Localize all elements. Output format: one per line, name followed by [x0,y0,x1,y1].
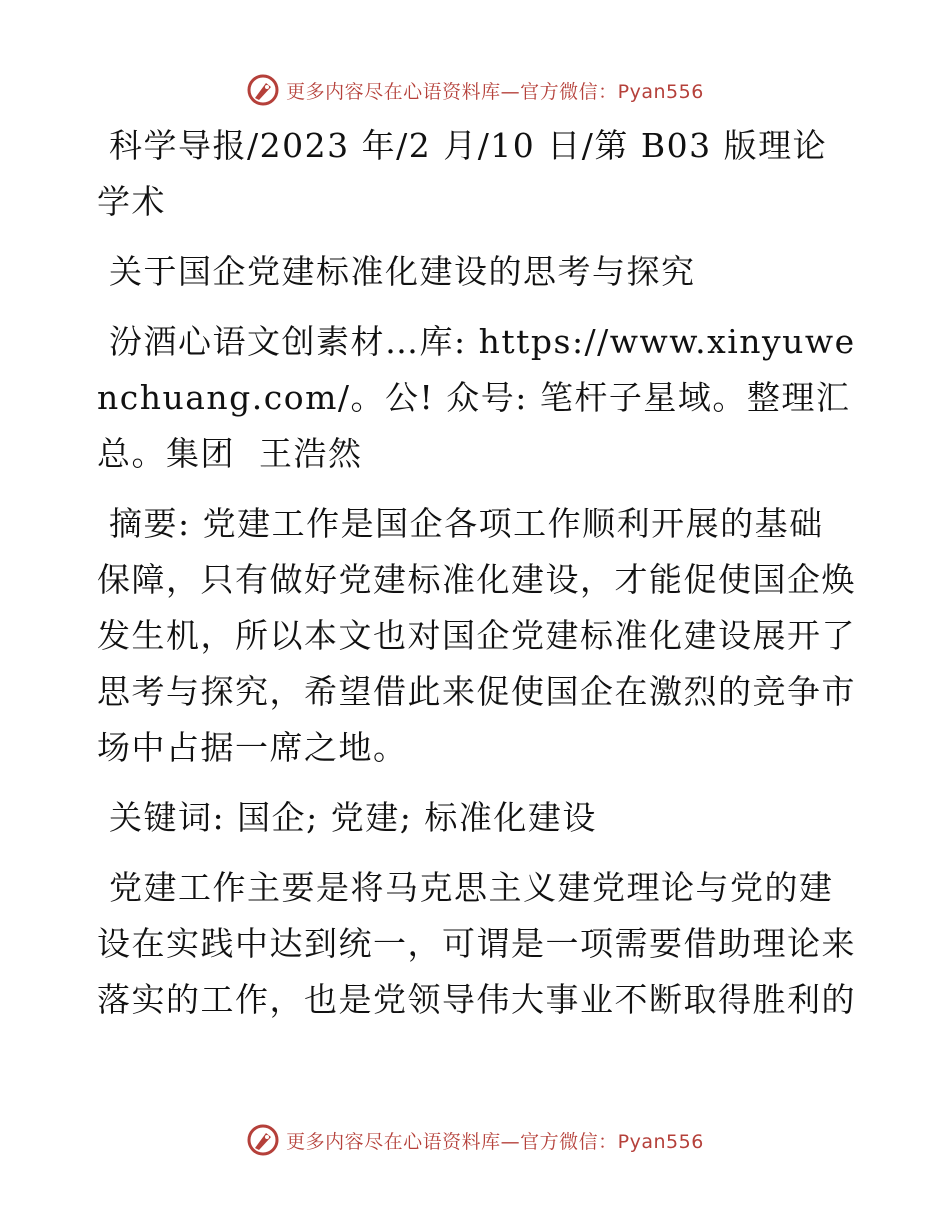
abstract: 摘要: 党建工作是国企各项工作顺利开展的基础保障，只有做好党建标准化建设，才能促使国企焕发生机，所以本文也对国企党建标准化建设展开了思考与探究，希望借此来促使国企在激烈的竞争市场中占据一席之地。 [97,504,856,767]
attribution: 汾酒心语文创素材…库: https://www.xinyuwenchuang.com/。公! 众号: 笔杆子星域。整理汇总。集团 王浩然 [97,322,856,473]
watermark-header [0,70,950,110]
body-paragraph: 党建工作主要是将马克思主义建党理论与党的建设在实践中达到统一，可谓是一项需要借助理论来落实的工作，也是党领导伟大事业不断取得胜利的 [97,868,856,1019]
watermark-text: 更多内容尽在心语资料库—官方微信：Pyan556 [286,80,704,103]
pen-nib-logo-icon [246,1123,280,1157]
article-title: 关于国企党建标准化建设的思考与探究 [97,252,696,291]
source-line: 科学导报/2023 年/2 月/10 日/第 B03 版理论学术 [97,126,828,221]
watermark-footer [0,1120,950,1160]
watermark-text: 更多内容尽在心语资料库—官方微信：Pyan556 [286,1130,704,1153]
keywords: 关键词: 国企; 党建; 标准化建设 [97,798,597,837]
watermark-group [246,1123,704,1157]
watermark-group [246,73,704,107]
document-body [97,118,857,1028]
pen-nib-logo-icon [246,73,280,107]
